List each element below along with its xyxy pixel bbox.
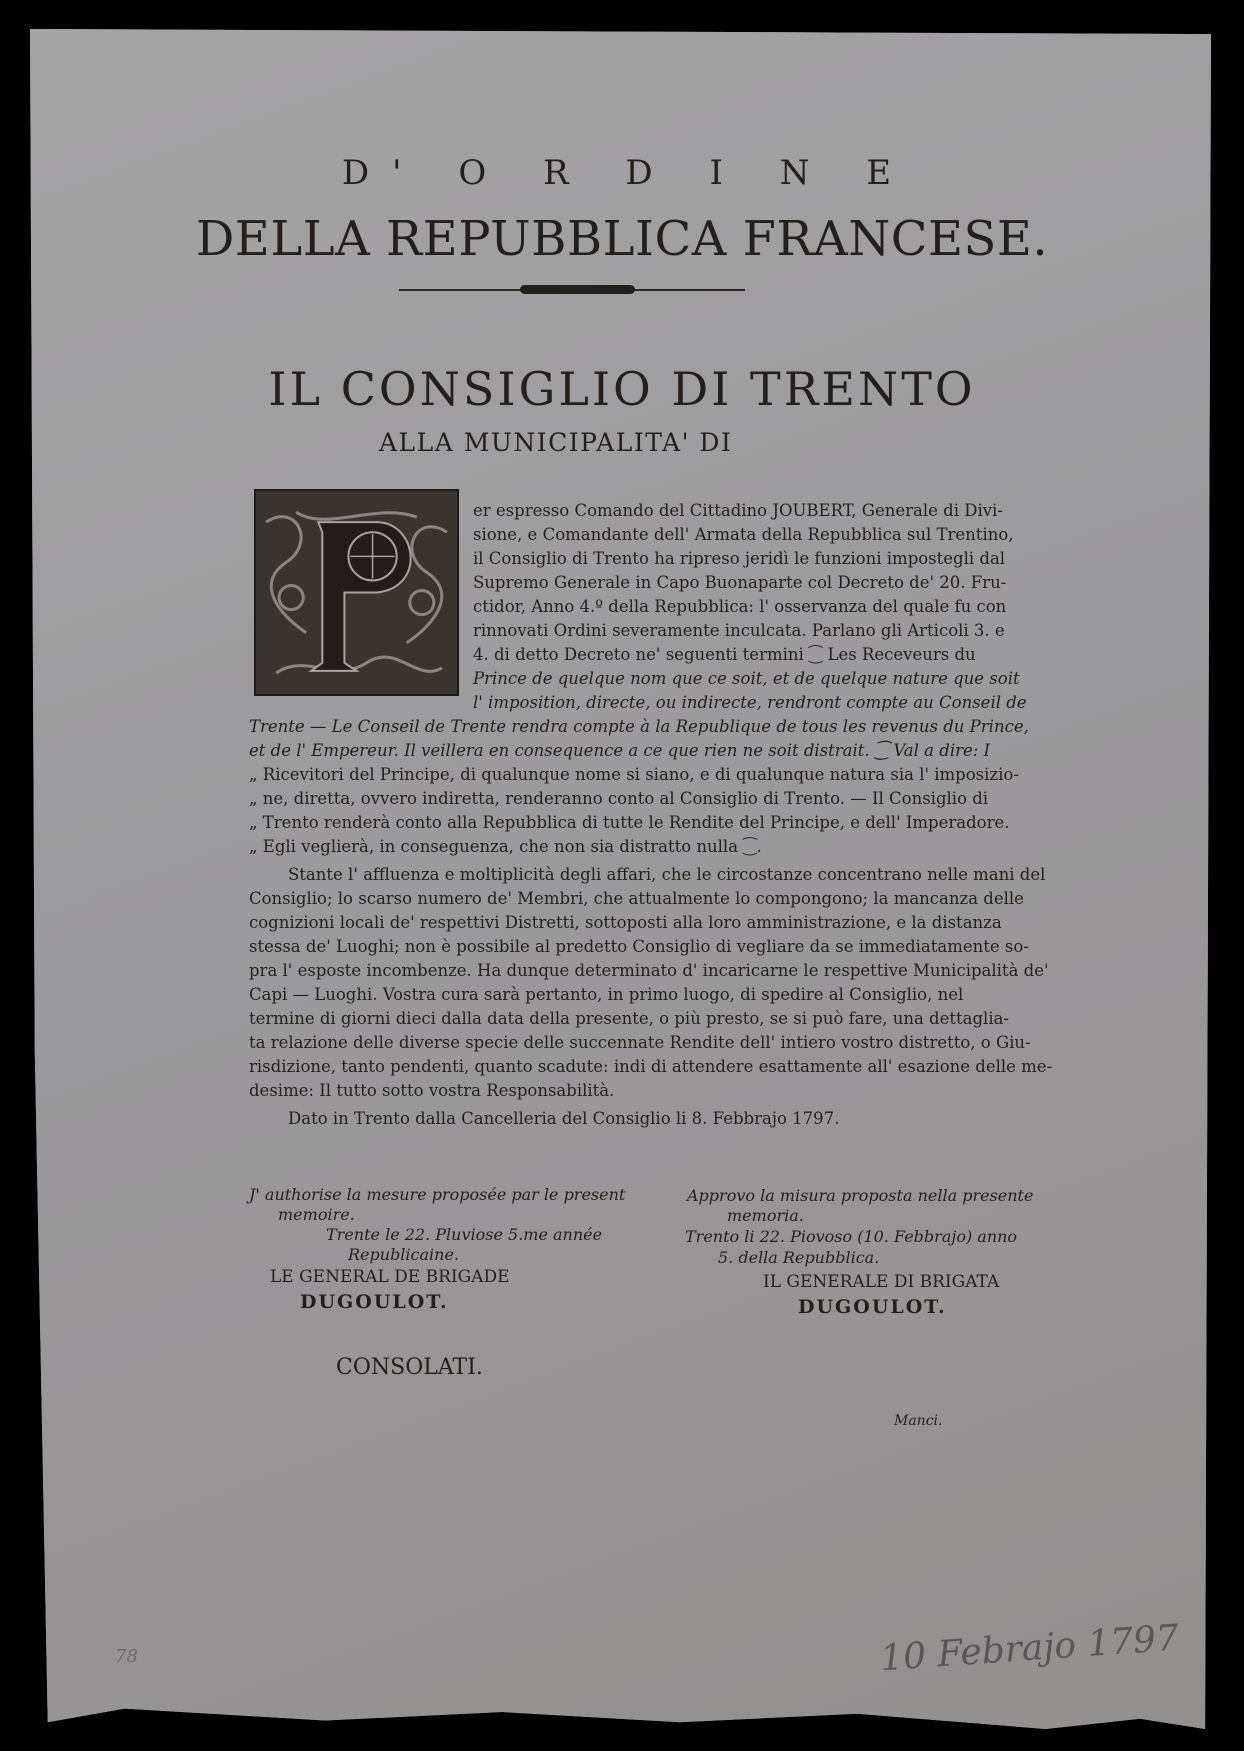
edge-mark: 78 (115, 1646, 138, 1667)
body-line: Supremo Generale in Capo Buonaparte col Decreto de' 20. Fru- (473, 573, 1007, 592)
right-signature-name: DUGOULOT. (798, 1296, 947, 1318)
ornament-initial-icon (256, 491, 457, 694)
right-rank: IL GENERALE DI BRIGATA (763, 1272, 1000, 1292)
left-signature-name: DUGOULOT. (300, 1291, 449, 1313)
right-approvo-line1: Approvo la misura proposta nella presente (687, 1186, 1034, 1205)
body-line: 4. di detto Decreto ne' seguenti termini ⁐ Les Receveurs du (473, 645, 976, 664)
body-line: l' imposition, directe, ou indirecte, rendront compte au Conseil de (473, 693, 1027, 712)
right-approvo-line2: memoria. (727, 1206, 804, 1225)
body-line: Prince de quelque nom que ce soit, et de quelque nature que soit (473, 669, 1020, 688)
body-line: Capi — Luoghi. Vostra cura sarà pertanto, in primo luogo, di spedire al Consiglio, nel (249, 985, 964, 1004)
right-date-line1: Trento li 22. Piovoso (10. Febbrajo) anno (685, 1227, 1018, 1246)
body-line: Consiglio; lo scarso numero de' Membri, che attualmente lo compongono; la mancanza delle (249, 889, 1024, 908)
body-line: cognizioni locali de' respettivi Distretti, sottoposti alla loro amministrazione, e la distanza (249, 913, 1002, 932)
header-ordine: D' O R D I N E (341, 153, 915, 193)
title-consiglio: IL CONSIGLIO DI TRENTO (268, 362, 976, 416)
header-repubblica: DELLA REPUBBLICA FRANCESE. (195, 211, 1049, 267)
body-line: rinnovati Ordini severamente inculcata. Parlano gli Articoli 3. e (473, 621, 1005, 640)
left-date-line2: Republicaine. (348, 1245, 460, 1264)
body-line: il Consiglio di Trento ha ripreso jeridì le funzioni impostegli dal (473, 549, 1006, 568)
body-line: Trente — Le Conseil de Trente rendra compte à la Republique de tous les revenus du Prince, (249, 717, 1029, 736)
body-line: pra l' esposte incombenze. Ha dunque determinato d' incaricarne le respettive Municipalità de' (249, 961, 1049, 980)
body-line: Stante l' affluenza e moltiplicità degli affari, che le circostanze concentrano nelle mani del (288, 865, 1046, 884)
body-line: desime: Il tutto sotto vostra Responsabilità. (249, 1081, 615, 1100)
body-line: „ Ricevitori del Principe, di qualunque nome si siano, e di qualunque natura sia l' imposizio- (249, 765, 1019, 784)
consolati-label: CONSOLATI. (336, 1355, 483, 1380)
body-line: sione, e Comandante dell' Armata della Repubblica sul Trentino, (473, 525, 1014, 544)
divider-ornament (520, 285, 635, 294)
left-authorise-line1: J' authorise la mesure proposée par le present (249, 1185, 626, 1204)
body-line: termine di giorni dieci dalla data della presente, o più presto, se si può fare, una dettaglia- (249, 1009, 1010, 1028)
body-line: et de l' Empereur. Il veillera en consequence a ce que rien ne soit distrait. ⁐ Val a dire: I (249, 741, 991, 760)
handwritten-date: 10 Febrajo 1797 (878, 1617, 1181, 1680)
right-date-line2: 5. della Repubblica. (718, 1248, 880, 1267)
left-date-line1: Trente le 22. Pluviose 5.me année (326, 1225, 603, 1244)
title-municipalita: ALLA MUNICIPALITA' DI (379, 428, 733, 457)
body-line: „ Egli veglierà, in conseguenza, che non sia distratto nulla ⁐. (249, 837, 762, 856)
body-line: ta relazione delle diverse specie delle succennate Rendite dell' intiero vostro distretto, o Giu- (249, 1033, 1031, 1052)
body-line: er espresso Comando del Cittadino JOUBERT, Generale di Divi- (473, 501, 1003, 520)
left-rank: LE GENERAL DE BRIGADE (270, 1267, 510, 1287)
body-line: risdizione, tanto pendenti, quanto scadute: indi di attendere esattamente all' esazione delle me- (249, 1057, 1053, 1076)
body-line: „ ne, diretta, ovvero indiretta, renderanno conto al Consiglio di Trento. — Il Consiglio di (249, 789, 989, 808)
body-line: stessa de' Luoghi; non è possibile al predetto Consiglio di vegliare da se immediatamente so- (249, 937, 1029, 956)
manci-signature: Manci. (894, 1413, 943, 1429)
body-line: „ Trento renderà conto alla Repubblica di tutte le Rendite del Principe, e dell' Imperadore. (249, 813, 1010, 832)
body-line: ctidor, Anno 4.º della Repubblica: l' osservanza del quale fu con (473, 597, 1007, 616)
left-authorise-line2: memoire. (278, 1205, 355, 1224)
body-line: Dato in Trento dalla Cancelleria del Consiglio li 8. Febbrajo 1797. (288, 1109, 840, 1128)
decorated-initial-p (254, 489, 459, 696)
